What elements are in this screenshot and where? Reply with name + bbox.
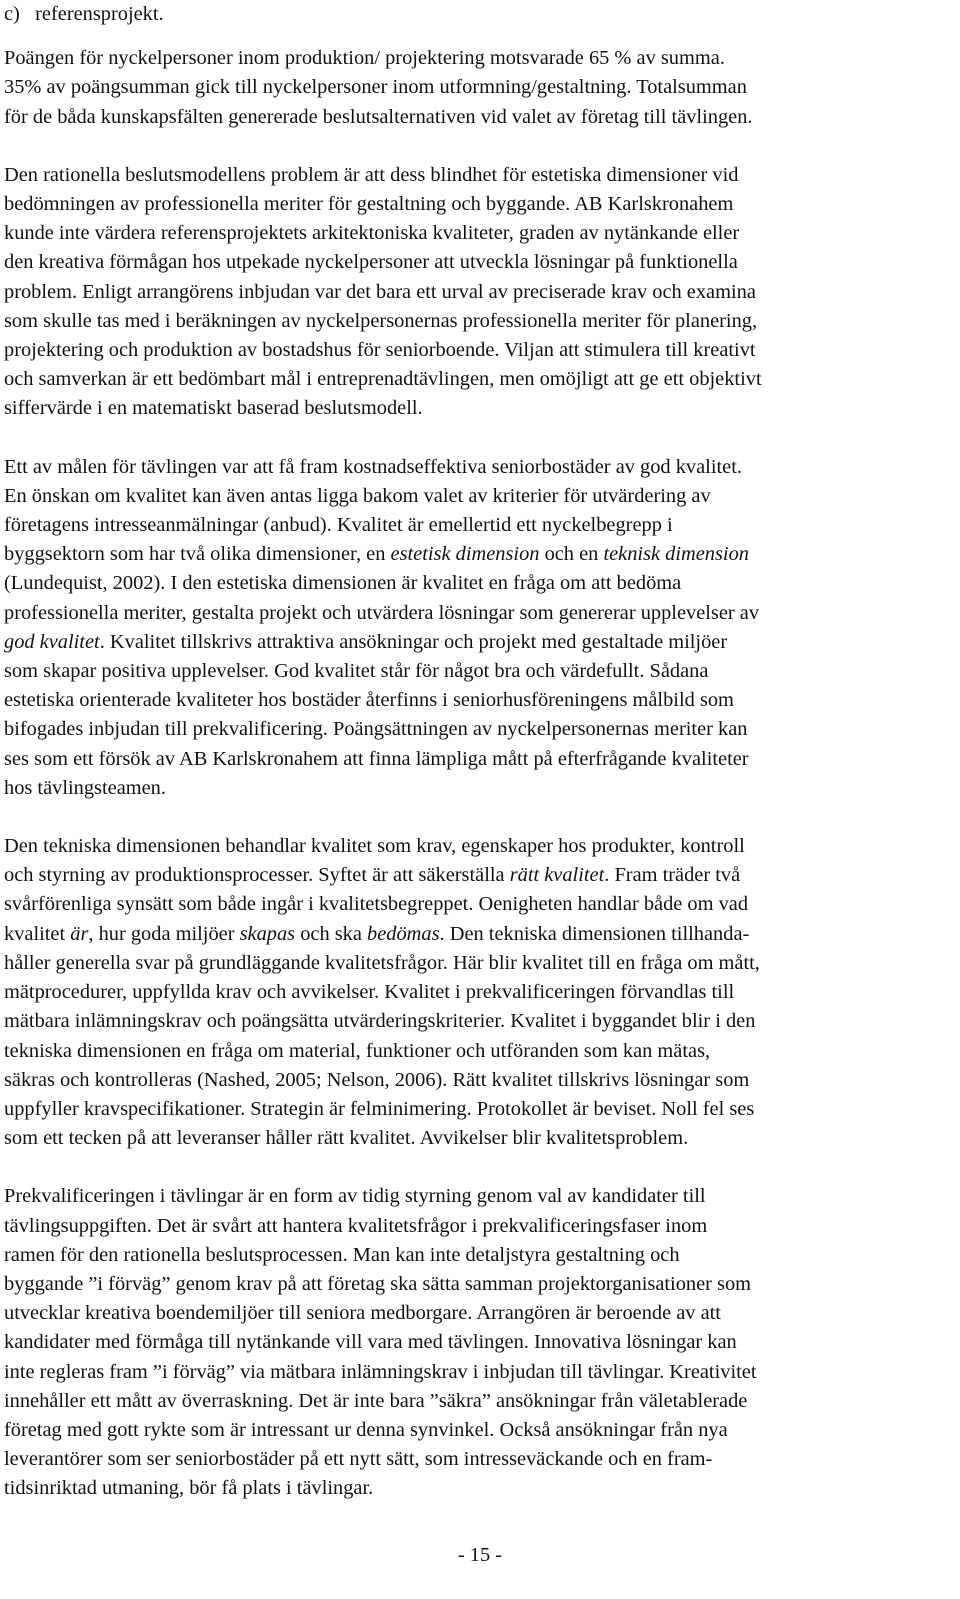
text-line: siffervärde i en matematiskt baserad beslutsmodell.: [4, 397, 423, 420]
text-line: som skulle tas med i beräkningen av nyckelpersonernas professionella meriter för planering,: [4, 309, 758, 332]
text-line: ramen för den rationella beslutsprocessen. Man kan inte detaljstyra gestaltning och: [4, 1243, 680, 1266]
text-span: . Fram träder två: [604, 864, 741, 887]
heading-text: c) referensprojekt.: [4, 3, 164, 25]
text-line: Ett av målen för tävlingen var att få fram kostnadseffektiva seniorbostäder av god kvalitet.: [4, 455, 742, 478]
italic-term-ratt-kvalitet: rätt kvalitet: [509, 864, 605, 887]
text-line: mätbara inlämningskrav och poängsätta utvärderingskriterier. Kvalitet i byggandet blir i den: [4, 1010, 756, 1033]
text-span: . Den tekniska dimensionen tillhanda-: [439, 922, 750, 945]
text-line: innehåller ett mått av överraskning. Det är inte bara ”säkra” ansökningar från väletablerade: [4, 1389, 748, 1412]
text-line: bifogades inbjudan till prekvalificering. Poängsättningen av nyckelpersonernas meriter kan: [4, 718, 748, 741]
text-line: hos tävlingsteamen.: [4, 776, 166, 799]
text-line: [4, 920, 952, 949]
text-line: professionella meriter, gestalta projekt och utvärdera lösningar som genererar upplevelser av: [4, 601, 760, 624]
text-line: håller generella svar på grundläggande kvalitetsfrågor. Här blir kvalitet till en fråga om mått,: [4, 951, 760, 974]
italic-term-bedomas: bedömas: [367, 922, 440, 945]
spacer: [4, 424, 952, 453]
italic-term-teknisk-dimension: teknisk dimension: [603, 543, 749, 566]
text-line: kandidater med förmåga till nytänkande vill vara med tävlingen. Innovativa lösningar kan: [4, 1331, 737, 1354]
document-page: [4, 0, 952, 1504]
text-line: Den tekniska dimensionen behandlar kvalitet som krav, egenskaper hos produkter, kontroll: [4, 835, 745, 858]
text-line: utvecklar kreativa boendemiljöer till seniora medborgare. Arrangören är beroende av att: [4, 1302, 721, 1325]
italic-term-estetisk-dimension: estetisk dimension: [390, 543, 540, 566]
text-line: och samverkan är ett bedömbart mål i entreprenadtävlingen, men omöjligt att ge ett objektivt: [4, 368, 762, 391]
text-line: bedömningen av professionella meriter för gestaltning och byggande. AB Karlskronahem: [4, 193, 734, 216]
text-span: kvalitet: [4, 922, 71, 945]
text-line: inte regleras fram ”i förväg” via mätbara inlämningskrav i inbjudan till tävlingar. Kreativitet: [4, 1360, 757, 1383]
text-line: Poängen för nyckelpersoner inom produktion/ projektering motsvarade 65 % av summa.: [4, 47, 725, 70]
text-line: 35% av poängsumman gick till nyckelpersoner inom utformning/gestaltning. Totalsumman: [4, 76, 747, 99]
text-span: och ska: [295, 922, 368, 945]
text-line: tekniska dimensionen en fråga om material, funktioner och utföranden som kan mätas,: [4, 1039, 711, 1062]
text-span: och en: [539, 543, 604, 566]
text-line: [4, 628, 952, 657]
text-line: uppfyller kravspecifikationer. Strategin är felminimering. Protokollet är beviset. Noll fel ses: [4, 1097, 755, 1120]
text-line: företagens intresseanmälningar (anbud). Kvalitet är emellertid ett nyckelbegrepp i: [4, 514, 673, 537]
text-line: som skapar positiva upplevelser. God kvalitet står för något bra och värdefullt. Sådana: [4, 660, 709, 683]
text-line: den kreativa förmågan hos utpekade nyckelpersoner att utveckla lösningar på funktionella: [4, 251, 738, 274]
text-line: [4, 861, 952, 890]
text-line: problem. Enligt arrangörens inbjudan var det bara ett urval av preciserade krav och examina: [4, 280, 756, 303]
italic-term-god-kvalitet: god kvalitet: [4, 630, 100, 653]
text-line: företag med gott rykte som är intressant ur denna synvinkel. Också ansökningar från nya: [4, 1418, 728, 1441]
page-number: - 15 -: [457, 1544, 503, 1566]
text-line: leverantörer som ser seniorbostäder på ett nytt sätt, som intresseväckande och en fram-: [4, 1448, 713, 1471]
text-line: kunde inte värdera referensprojektets arkitektoniska kvaliteter, graden av nytänkande eller: [4, 222, 740, 245]
text-span: . Kvalitet tillskrivs attraktiva ansökningar och projekt med gestaltade miljöer: [99, 630, 728, 653]
paragraph-3: [4, 453, 952, 803]
text-line: säkras och kontrolleras (Nashed, 2005; Nelson, 2006). Rätt kvalitet tillskrivs lösningar som: [4, 1068, 750, 1091]
italic-term-ar: är: [70, 922, 89, 945]
text-span: , hur goda miljöer: [88, 922, 240, 945]
text-line: Den rationella beslutsmodellens problem är att dess blindhet för estetiska dimensioner vid: [4, 163, 739, 186]
text-line: byggande ”i förväg” genom krav på att företag ska sätta samman projektorganisationer som: [4, 1272, 752, 1295]
text-line: En önskan om kvalitet kan även antas ligga bakom valet av kriterier för utvärdering av: [4, 484, 711, 507]
text-line: (Lundequist, 2002). I den estetiska dimensionen är kvalitet en fråga om att bedöma: [4, 572, 682, 595]
text-line: tävlingsuppgiften. Det är svårt att hantera kvalitetsfrågor i prekvalificeringsfaser inom: [4, 1214, 708, 1237]
text-line: tidsinriktad utmaning, bör få plats i tävlingar.: [4, 1477, 374, 1500]
paragraph-4: [4, 832, 952, 1153]
text-line: projektering och produktion av bostadshus för seniorboende. Viljan att stimulera till kreativt: [4, 339, 756, 362]
text-line: Prekvalificeringen i tävlingar är en form av tidig styrning genom val av kandidater till: [4, 1185, 706, 1208]
paragraph-1: [4, 44, 952, 132]
text-line: estetiska orienterade kvaliteter hos bostäder återfinns i seniorhusföreningens målbild som: [4, 689, 734, 712]
section-heading: [4, 0, 952, 29]
paragraph-2: [4, 161, 952, 424]
text-span: byggsektorn som har två olika dimensioner, en: [4, 543, 391, 566]
text-span: och styrning av produktionsprocesser. Syftet är att säkerställa: [4, 864, 510, 887]
text-line: [4, 540, 952, 569]
spacer: [4, 1153, 952, 1182]
text-line: mätprocedurer, uppfyllda krav och avvikelser. Kvalitet i prekvalificeringen förvandlas till: [4, 981, 735, 1004]
spacer: [4, 132, 952, 161]
text-line: svårförenliga synsätt som både ingår i kvalitetsbegreppet. Oenigheten handlar både om vad: [4, 893, 749, 916]
italic-term-skapas: skapas: [239, 922, 296, 945]
text-line: ses som ett försök av AB Karlskronahem att finna lämpliga mått på efterfrågande kvaliteter: [4, 747, 749, 770]
spacer: [4, 803, 952, 832]
text-line: som ett tecken på att leveranser håller rätt kvalitet. Avvikelser blir kvalitetsproblem.: [4, 1127, 689, 1150]
paragraph-5: [4, 1182, 952, 1503]
spacer: [4, 29, 952, 44]
text-line: för de båda kunskapsfälten genererade beslutsalternativen vid valet av företag till tävlingen.: [4, 105, 753, 128]
